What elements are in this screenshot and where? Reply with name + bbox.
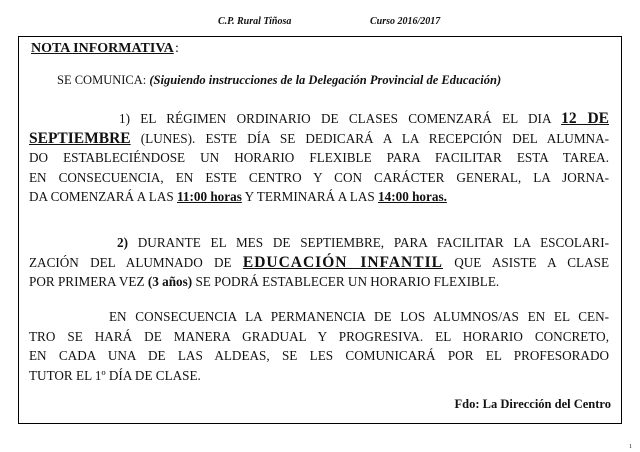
paragraph-1 <box>29 109 609 207</box>
p3-line-2: TRO SE HARÁ DE MANERA GRADUAL Y PROGRESIVA. EL HORARIO CONCRETO, <box>29 328 609 344</box>
age-group: (3 años) <box>147 274 193 289</box>
signature: Fdo: La Dirección del Centro <box>454 397 611 411</box>
notice-title: NOTA INFORMATIVA <box>31 41 174 56</box>
p3-line-3: EN CADA UNA DE LAS ALDEAS, SE LES COMUNICARÁ POR EL PROFESORADO <box>29 348 609 363</box>
p1-line-4: EN CONSECUENCIA, EN ESTE CENTRO Y CON CARÁCTER GENERAL, LA JORNA- <box>29 169 609 185</box>
page-number: 1 <box>629 444 632 450</box>
comunica-detail: (Siguiendo instrucciones de la Delegación Provincial de Educación) <box>149 73 502 87</box>
p2-line-2 <box>29 253 609 273</box>
p1-line-3: DO ESTABLECIÉNDOSE UN HORARIO FLEXIBLE PARA FACILITAR ESTA TAREA. <box>29 150 609 165</box>
p1-line-5 <box>29 187 609 207</box>
p2-text: POR PRIMERA VEZ <box>29 274 148 289</box>
end-time: 14:00 horas. <box>378 189 447 204</box>
p2-text: QUE ASISTE A CLASE <box>442 254 610 270</box>
school-name: C.P. Rural Tiñosa <box>218 16 292 27</box>
p2-line-3 <box>29 272 609 292</box>
comunica-line <box>57 73 501 88</box>
p2-text: SE PODRÁ ESTABLECER UN HORARIO FLEXIBLE. <box>192 274 500 289</box>
p3-line-1: EN CONSECUENCIA LA PERMANENCIA DE LOS ALUMNOS/AS EN EL CEN- <box>109 309 609 324</box>
p1-line-2 <box>29 129 609 149</box>
p1-text: Y TERMINARÁ A LAS <box>241 189 379 204</box>
start-month: SEPTIEMBRE <box>29 129 131 147</box>
start-time: 11:00 horas <box>177 189 242 204</box>
p3-line-4: TUTOR EL 1º DÍA DE CLASE. <box>29 367 201 383</box>
p2-text: ZACIÓN DEL ALUMNADO DE <box>29 254 243 270</box>
comunica-label: SE COMUNICA: <box>57 73 150 87</box>
p1-text: 1) EL RÉGIMEN ORDINARIO DE CLASES COMENZARÁ EL DIA <box>119 111 562 126</box>
p2-text: DURANTE EL MES DE SEPTIEMBRE, PARA FACILITAR LA ESCOLARI- <box>128 235 609 250</box>
start-date: 12 DE <box>561 110 609 127</box>
p1-text: DA COMENZARÁ A LAS <box>29 189 178 204</box>
p2-number: 2) <box>117 235 128 250</box>
paragraph-3 <box>29 307 609 385</box>
p2-line-1 <box>29 233 609 253</box>
education-level: EDUCACIÓN INFANTIL <box>242 253 443 271</box>
notice-title-colon: : <box>175 41 179 56</box>
p1-text: (LUNES). ESTE DÍA SE DEDICARÁ A LA RECEPCIÓN DEL ALUMNA- <box>130 130 609 146</box>
notice-frame <box>18 36 622 424</box>
p1-line-1 <box>29 109 609 129</box>
school-year: Curso 2016/2017 <box>370 16 441 27</box>
paragraph-2 <box>29 233 609 292</box>
